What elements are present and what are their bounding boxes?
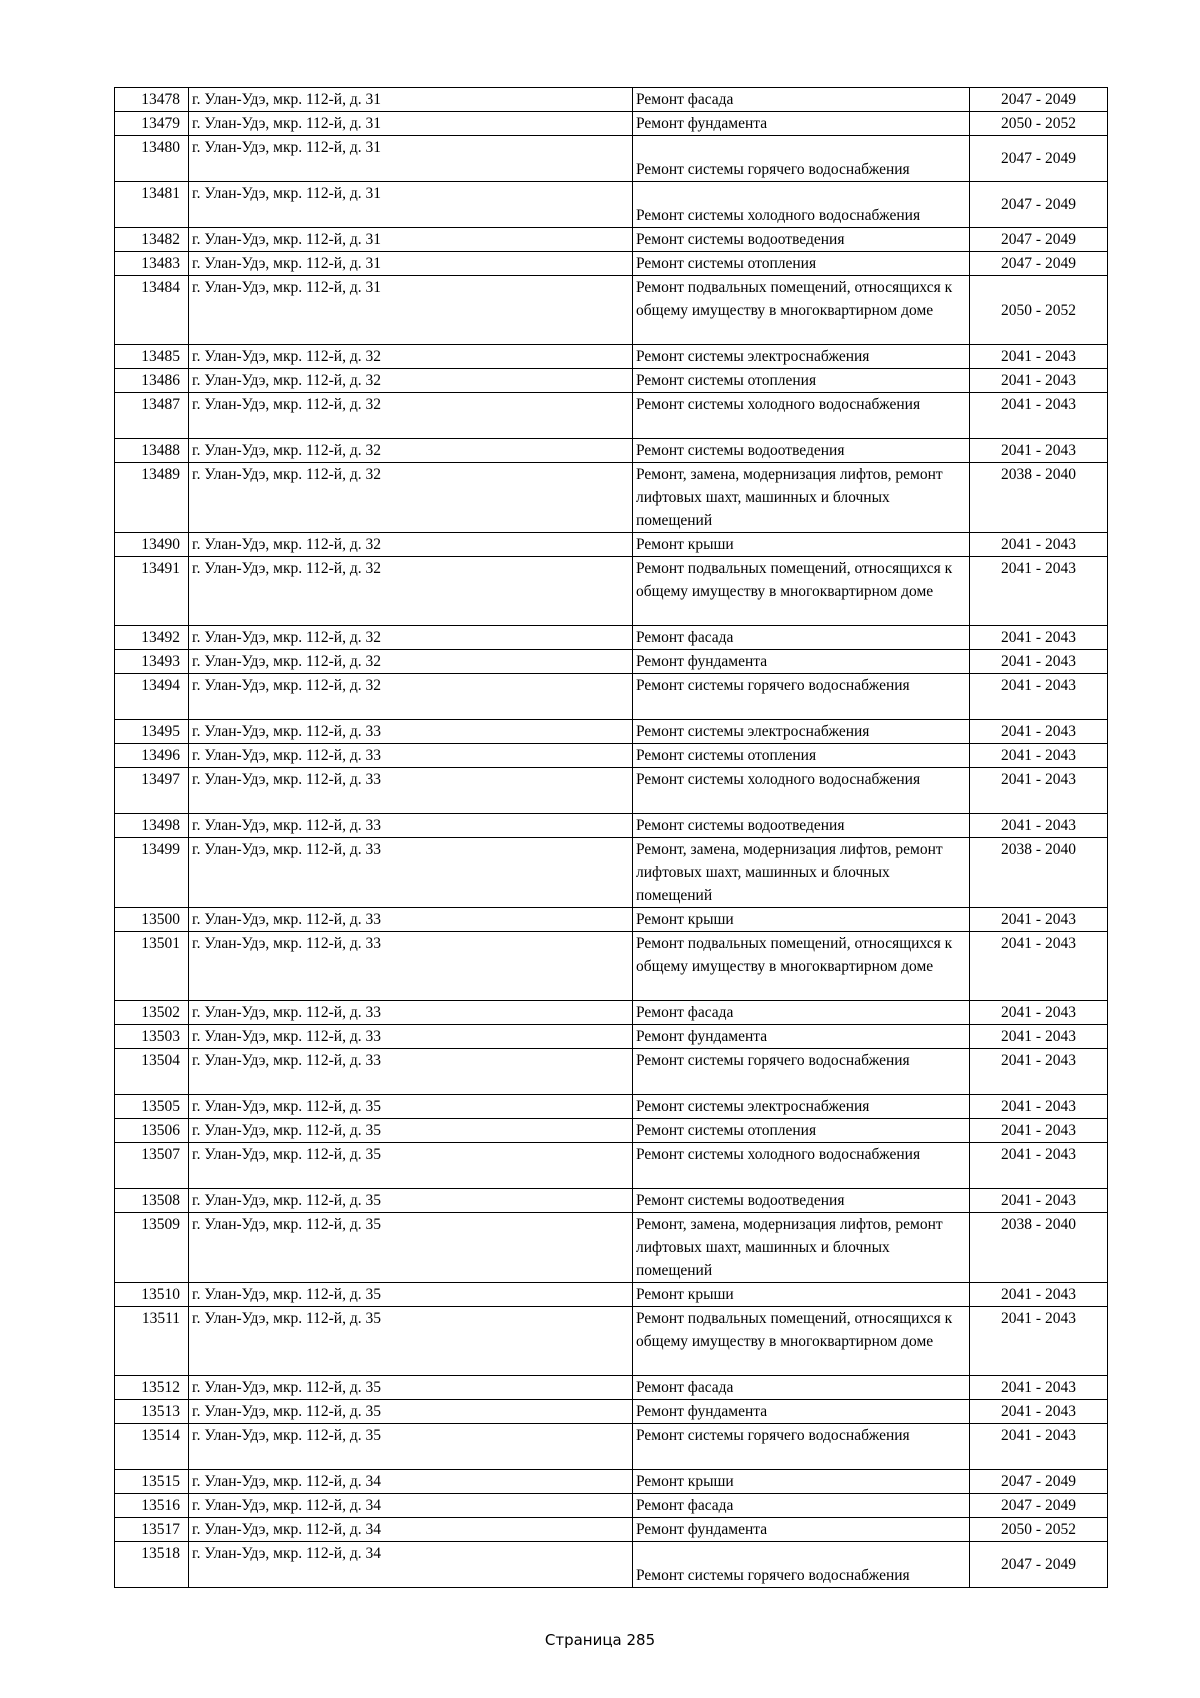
address-cell: г. Улан-Удэ, мкр. 112-й, д. 31	[189, 182, 633, 228]
work-type-cell: Ремонт системы отопления	[633, 252, 970, 276]
period-cell: 2038 - 2040	[970, 1213, 1108, 1283]
period-cell: 2050 - 2052	[970, 112, 1108, 136]
address-cell: г. Улан-Удэ, мкр. 112-й, д. 35	[189, 1189, 633, 1213]
address-cell: г. Улан-Удэ, мкр. 112-й, д. 31	[189, 136, 633, 182]
work-type-cell: Ремонт, замена, модернизация лифтов, ремонт лифтовых шахт, машинных и блочных помещений	[633, 463, 970, 533]
table-row	[115, 1494, 1108, 1518]
work-type-cell: Ремонт фундамента	[633, 650, 970, 674]
table-row	[115, 1095, 1108, 1119]
table-row	[115, 1143, 1108, 1189]
row-number-cell: 13483	[115, 252, 189, 276]
period-cell: 2041 - 2043	[970, 744, 1108, 768]
address-cell: г. Улан-Удэ, мкр. 112-й, д. 31	[189, 88, 633, 112]
work-type-cell: Ремонт системы электроснабжения	[633, 720, 970, 744]
address-cell: г. Улан-Удэ, мкр. 112-й, д. 32	[189, 393, 633, 439]
table-row	[115, 744, 1108, 768]
table-row	[115, 345, 1108, 369]
address-cell: г. Улан-Удэ, мкр. 112-й, д. 34	[189, 1470, 633, 1494]
work-type-cell: Ремонт подвальных помещений, относящихся к общему имуществу в многоквартирном доме	[633, 932, 970, 1001]
row-number-cell: 13502	[115, 1001, 189, 1025]
period-cell: 2041 - 2043	[970, 1143, 1108, 1189]
work-type-cell: Ремонт крыши	[633, 908, 970, 932]
table-row	[115, 112, 1108, 136]
row-number-cell: 13486	[115, 369, 189, 393]
period-cell: 2047 - 2049	[970, 136, 1108, 182]
table-row	[115, 1283, 1108, 1307]
address-cell: г. Улан-Удэ, мкр. 112-й, д. 32	[189, 674, 633, 720]
work-type-cell: Ремонт фундамента	[633, 1518, 970, 1542]
period-cell: 2047 - 2049	[970, 1470, 1108, 1494]
row-number-cell: 13480	[115, 136, 189, 182]
table-row	[115, 276, 1108, 345]
period-cell: 2047 - 2049	[970, 228, 1108, 252]
row-number-cell: 13505	[115, 1095, 189, 1119]
row-number-cell: 13491	[115, 557, 189, 626]
table-row	[115, 626, 1108, 650]
address-cell: г. Улан-Удэ, мкр. 112-й, д. 35	[189, 1119, 633, 1143]
table-row	[115, 463, 1108, 533]
work-type-cell: Ремонт системы холодного водоснабжения	[633, 393, 970, 439]
row-number-cell: 13492	[115, 626, 189, 650]
address-cell: г. Улан-Удэ, мкр. 112-й, д. 34	[189, 1494, 633, 1518]
work-type-cell: Ремонт системы горячего водоснабжения	[633, 1424, 970, 1470]
period-cell: 2041 - 2043	[970, 1376, 1108, 1400]
period-cell: 2041 - 2043	[970, 650, 1108, 674]
table-row	[115, 768, 1108, 814]
work-type-cell: Ремонт подвальных помещений, относящихся к общему имуществу в многоквартирном доме	[633, 276, 970, 345]
table-row	[115, 1119, 1108, 1143]
repair-schedule-table	[114, 87, 1108, 1588]
page-number: Страница 285	[544, 1631, 656, 1649]
address-cell: г. Улан-Удэ, мкр. 112-й, д. 33	[189, 838, 633, 908]
table-row	[115, 557, 1108, 626]
period-cell: 2047 - 2049	[970, 1494, 1108, 1518]
row-number-cell: 13517	[115, 1518, 189, 1542]
table-row	[115, 720, 1108, 744]
address-cell: г. Улан-Удэ, мкр. 112-й, д. 32	[189, 463, 633, 533]
row-number-cell: 13513	[115, 1400, 189, 1424]
work-type-cell: Ремонт фасада	[633, 1001, 970, 1025]
table-row	[115, 1307, 1108, 1376]
table-row	[115, 838, 1108, 908]
period-cell: 2041 - 2043	[970, 533, 1108, 557]
address-cell: г. Улан-Удэ, мкр. 112-й, д. 33	[189, 814, 633, 838]
work-type-cell: Ремонт фасада	[633, 88, 970, 112]
work-type-cell: Ремонт фасада	[633, 1494, 970, 1518]
period-cell: 2041 - 2043	[970, 720, 1108, 744]
address-cell: г. Улан-Удэ, мкр. 112-й, д. 32	[189, 626, 633, 650]
address-cell: г. Улан-Удэ, мкр. 112-й, д. 32	[189, 439, 633, 463]
period-cell: 2038 - 2040	[970, 838, 1108, 908]
address-cell: г. Улан-Удэ, мкр. 112-й, д. 35	[189, 1095, 633, 1119]
period-cell: 2050 - 2052	[970, 276, 1108, 345]
row-number-cell: 13482	[115, 228, 189, 252]
work-type-cell: Ремонт системы отопления	[633, 744, 970, 768]
work-type-cell: Ремонт системы водоотведения	[633, 228, 970, 252]
address-cell: г. Улан-Удэ, мкр. 112-й, д. 35	[189, 1283, 633, 1307]
period-cell: 2047 - 2049	[970, 88, 1108, 112]
table-row	[115, 88, 1108, 112]
row-number-cell: 13497	[115, 768, 189, 814]
work-type-cell: Ремонт системы холодного водоснабжения	[633, 182, 970, 228]
table-row	[115, 932, 1108, 1001]
period-cell: 2041 - 2043	[970, 1307, 1108, 1376]
address-cell: г. Улан-Удэ, мкр. 112-й, д. 31	[189, 276, 633, 345]
address-cell: г. Улан-Удэ, мкр. 112-й, д. 33	[189, 932, 633, 1001]
work-type-cell: Ремонт системы холодного водоснабжения	[633, 768, 970, 814]
period-cell: 2041 - 2043	[970, 768, 1108, 814]
work-type-cell: Ремонт фундамента	[633, 1025, 970, 1049]
work-type-cell: Ремонт системы водоотведения	[633, 1189, 970, 1213]
period-cell: 2041 - 2043	[970, 1283, 1108, 1307]
row-number-cell: 13507	[115, 1143, 189, 1189]
period-cell: 2041 - 2043	[970, 932, 1108, 1001]
row-number-cell: 13487	[115, 393, 189, 439]
table-row	[115, 369, 1108, 393]
table-row	[115, 182, 1108, 228]
period-cell: 2041 - 2043	[970, 626, 1108, 650]
work-type-cell: Ремонт системы электроснабжения	[633, 1095, 970, 1119]
row-number-cell: 13494	[115, 674, 189, 720]
table-row	[115, 1213, 1108, 1283]
address-cell: г. Улан-Удэ, мкр. 112-й, д. 33	[189, 744, 633, 768]
row-number-cell: 13508	[115, 1189, 189, 1213]
work-type-cell: Ремонт фундамента	[633, 1400, 970, 1424]
address-cell: г. Улан-Удэ, мкр. 112-й, д. 33	[189, 768, 633, 814]
work-type-cell: Ремонт системы отопления	[633, 369, 970, 393]
address-cell: г. Улан-Удэ, мкр. 112-й, д. 32	[189, 650, 633, 674]
table-row	[115, 439, 1108, 463]
address-cell: г. Улан-Удэ, мкр. 112-й, д. 32	[189, 369, 633, 393]
row-number-cell: 13499	[115, 838, 189, 908]
period-cell: 2041 - 2043	[970, 814, 1108, 838]
row-number-cell: 13510	[115, 1283, 189, 1307]
row-number-cell: 13514	[115, 1424, 189, 1470]
address-cell: г. Улан-Удэ, мкр. 112-й, д. 33	[189, 1001, 633, 1025]
table-row	[115, 1400, 1108, 1424]
period-cell: 2041 - 2043	[970, 393, 1108, 439]
table-row	[115, 814, 1108, 838]
period-cell: 2041 - 2043	[970, 1025, 1108, 1049]
row-number-cell: 13516	[115, 1494, 189, 1518]
table-row	[115, 908, 1108, 932]
table-row	[115, 228, 1108, 252]
table-row	[115, 674, 1108, 720]
period-cell: 2041 - 2043	[970, 369, 1108, 393]
row-number-cell: 13501	[115, 932, 189, 1001]
period-cell: 2038 - 2040	[970, 463, 1108, 533]
work-type-cell: Ремонт подвальных помещений, относящихся к общему имуществу в многоквартирном доме	[633, 557, 970, 626]
period-cell: 2041 - 2043	[970, 1189, 1108, 1213]
address-cell: г. Улан-Удэ, мкр. 112-й, д. 32	[189, 557, 633, 626]
row-number-cell: 13479	[115, 112, 189, 136]
period-cell: 2041 - 2043	[970, 1001, 1108, 1025]
row-number-cell: 13478	[115, 88, 189, 112]
row-number-cell: 13498	[115, 814, 189, 838]
row-number-cell: 13485	[115, 345, 189, 369]
work-type-cell: Ремонт крыши	[633, 1470, 970, 1494]
row-number-cell: 13495	[115, 720, 189, 744]
table-row	[115, 252, 1108, 276]
table-row	[115, 650, 1108, 674]
row-number-cell: 13504	[115, 1049, 189, 1095]
address-cell: г. Улан-Удэ, мкр. 112-й, д. 35	[189, 1400, 633, 1424]
work-type-cell: Ремонт фундамента	[633, 112, 970, 136]
table-body	[115, 88, 1108, 1588]
period-cell: 2041 - 2043	[970, 908, 1108, 932]
row-number-cell: 13490	[115, 533, 189, 557]
row-number-cell: 13506	[115, 1119, 189, 1143]
period-cell: 2041 - 2043	[970, 1424, 1108, 1470]
table-row	[115, 1376, 1108, 1400]
row-number-cell: 13493	[115, 650, 189, 674]
work-type-cell: Ремонт системы горячего водоснабжения	[633, 674, 970, 720]
address-cell: г. Улан-Удэ, мкр. 112-й, д. 31	[189, 112, 633, 136]
table-row	[115, 1470, 1108, 1494]
row-number-cell: 13515	[115, 1470, 189, 1494]
period-cell: 2047 - 2049	[970, 252, 1108, 276]
work-type-cell: Ремонт, замена, модернизация лифтов, ремонт лифтовых шахт, машинных и блочных помещений	[633, 838, 970, 908]
row-number-cell: 13503	[115, 1025, 189, 1049]
address-cell: г. Улан-Удэ, мкр. 112-й, д. 33	[189, 908, 633, 932]
work-type-cell: Ремонт системы горячего водоснабжения	[633, 1049, 970, 1095]
address-cell: г. Улан-Удэ, мкр. 112-й, д. 32	[189, 533, 633, 557]
address-cell: г. Улан-Удэ, мкр. 112-й, д. 34	[189, 1542, 633, 1588]
work-type-cell: Ремонт крыши	[633, 1283, 970, 1307]
work-type-cell: Ремонт системы водоотведения	[633, 439, 970, 463]
period-cell: 2047 - 2049	[970, 1542, 1108, 1588]
period-cell: 2041 - 2043	[970, 1400, 1108, 1424]
period-cell: 2041 - 2043	[970, 674, 1108, 720]
period-cell: 2047 - 2049	[970, 182, 1108, 228]
period-cell: 2041 - 2043	[970, 1095, 1108, 1119]
work-type-cell: Ремонт системы отопления	[633, 1119, 970, 1143]
address-cell: г. Улан-Удэ, мкр. 112-й, д. 35	[189, 1143, 633, 1189]
address-cell: г. Улан-Удэ, мкр. 112-й, д. 32	[189, 345, 633, 369]
address-cell: г. Улан-Удэ, мкр. 112-й, д. 31	[189, 252, 633, 276]
row-number-cell: 13509	[115, 1213, 189, 1283]
row-number-cell: 13500	[115, 908, 189, 932]
work-type-cell: Ремонт системы водоотведения	[633, 814, 970, 838]
row-number-cell: 13484	[115, 276, 189, 345]
table-row	[115, 1189, 1108, 1213]
work-type-cell: Ремонт, замена, модернизация лифтов, ремонт лифтовых шахт, машинных и блочных помещений	[633, 1213, 970, 1283]
period-cell: 2041 - 2043	[970, 1049, 1108, 1095]
table-row	[115, 1025, 1108, 1049]
work-type-cell: Ремонт системы электроснабжения	[633, 345, 970, 369]
address-cell: г. Улан-Удэ, мкр. 112-й, д. 33	[189, 1025, 633, 1049]
address-cell: г. Улан-Удэ, мкр. 112-й, д. 35	[189, 1376, 633, 1400]
period-cell: 2050 - 2052	[970, 1518, 1108, 1542]
row-number-cell: 13511	[115, 1307, 189, 1376]
address-cell: г. Улан-Удэ, мкр. 112-й, д. 35	[189, 1307, 633, 1376]
table-row	[115, 533, 1108, 557]
row-number-cell: 13512	[115, 1376, 189, 1400]
row-number-cell: 13518	[115, 1542, 189, 1588]
row-number-cell: 13488	[115, 439, 189, 463]
address-cell: г. Улан-Удэ, мкр. 112-й, д. 33	[189, 1049, 633, 1095]
work-type-cell: Ремонт системы горячего водоснабжения	[633, 136, 970, 182]
table-row	[115, 1001, 1108, 1025]
row-number-cell: 13496	[115, 744, 189, 768]
table-row	[115, 1424, 1108, 1470]
period-cell: 2041 - 2043	[970, 345, 1108, 369]
row-number-cell: 13481	[115, 182, 189, 228]
address-cell: г. Улан-Удэ, мкр. 112-й, д. 35	[189, 1213, 633, 1283]
work-type-cell: Ремонт системы холодного водоснабжения	[633, 1143, 970, 1189]
table-row	[115, 1542, 1108, 1588]
period-cell: 2041 - 2043	[970, 1119, 1108, 1143]
table-row	[115, 136, 1108, 182]
work-type-cell: Ремонт фасада	[633, 1376, 970, 1400]
table-row	[115, 1518, 1108, 1542]
work-type-cell: Ремонт фасада	[633, 626, 970, 650]
table-row	[115, 1049, 1108, 1095]
period-cell: 2041 - 2043	[970, 557, 1108, 626]
work-type-cell: Ремонт подвальных помещений, относящихся к общему имуществу в многоквартирном доме	[633, 1307, 970, 1376]
work-type-cell: Ремонт крыши	[633, 533, 970, 557]
work-type-cell: Ремонт системы горячего водоснабжения	[633, 1542, 970, 1588]
row-number-cell: 13489	[115, 463, 189, 533]
address-cell: г. Улан-Удэ, мкр. 112-й, д. 33	[189, 720, 633, 744]
address-cell: г. Улан-Удэ, мкр. 112-й, д. 34	[189, 1518, 633, 1542]
table-row	[115, 393, 1108, 439]
address-cell: г. Улан-Удэ, мкр. 112-й, д. 31	[189, 228, 633, 252]
period-cell: 2041 - 2043	[970, 439, 1108, 463]
address-cell: г. Улан-Удэ, мкр. 112-й, д. 35	[189, 1424, 633, 1470]
